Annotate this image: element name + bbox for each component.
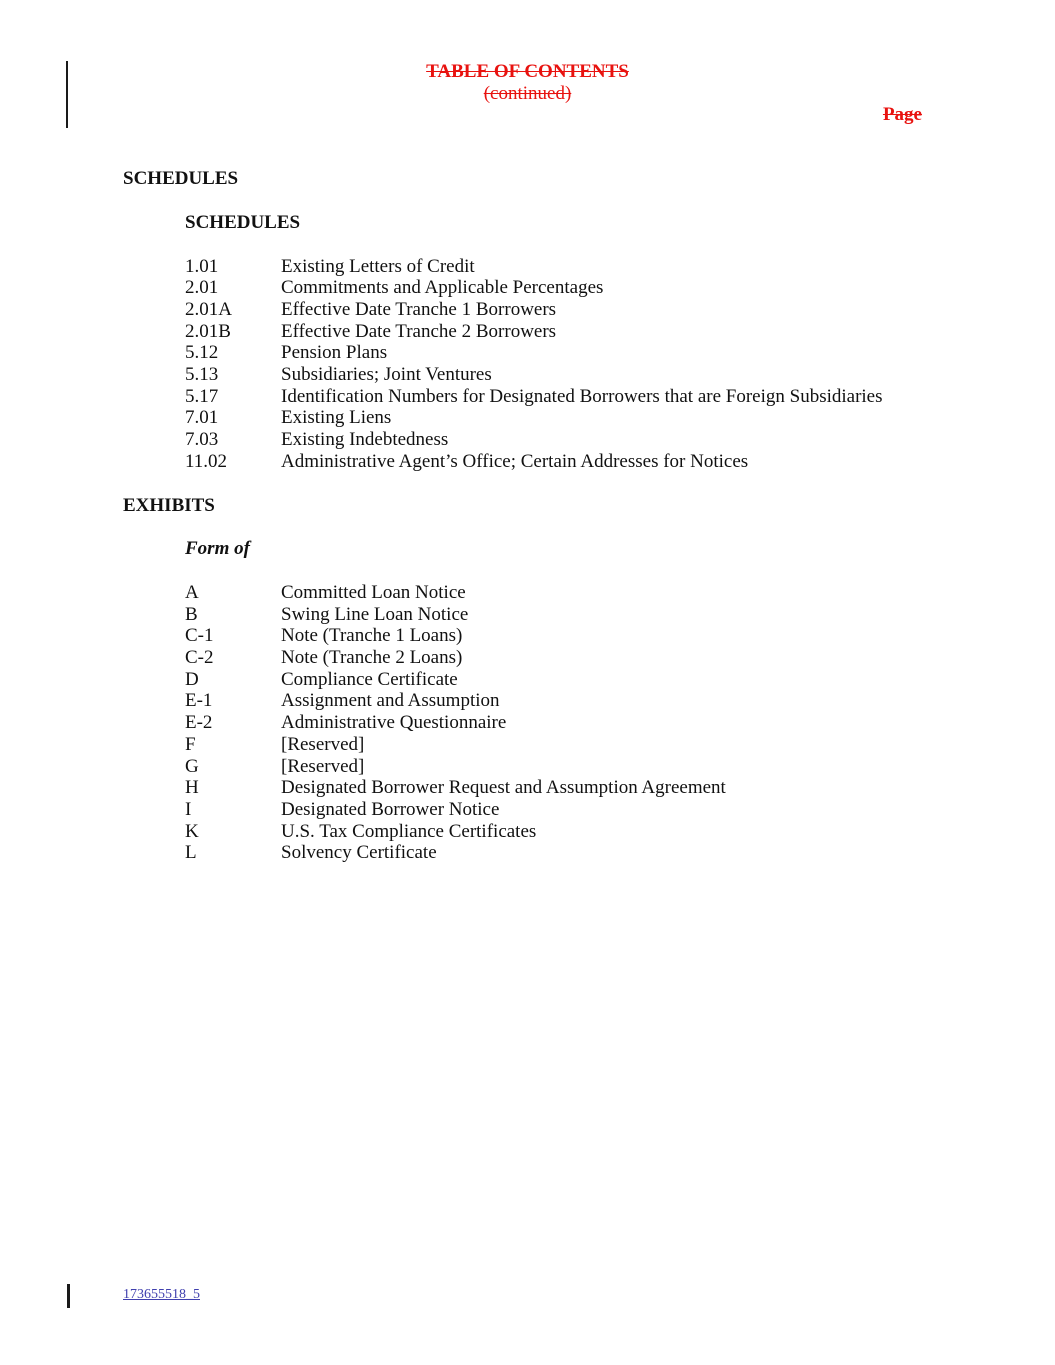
schedule-number: 5.13 bbox=[185, 364, 219, 386]
exhibit-row bbox=[185, 712, 1055, 734]
schedule-number: 5.12 bbox=[185, 342, 219, 364]
exhibit-row bbox=[185, 734, 1055, 756]
exhibit-title: Designated Borrower Notice bbox=[281, 798, 500, 820]
exhibit-letter: I bbox=[185, 798, 192, 820]
exhibit-letter: E-2 bbox=[185, 712, 213, 734]
schedule-title: Pension Plans bbox=[281, 342, 388, 364]
schedule-row bbox=[185, 429, 1055, 451]
page-column-label-line bbox=[0, 104, 1055, 126]
exhibit-row bbox=[185, 821, 1055, 843]
schedule-title: Effective Date Tranche 1 Borrowers bbox=[281, 298, 557, 320]
exhibit-letter: G bbox=[185, 755, 199, 777]
exhibit-letter: B bbox=[185, 603, 198, 625]
exhibit-row bbox=[185, 690, 1055, 712]
toc-subtitle: (continued) bbox=[483, 82, 572, 104]
schedule-title: Existing Letters of Credit bbox=[281, 255, 475, 277]
schedule-title: Effective Date Tranche 2 Borrowers bbox=[281, 320, 557, 342]
exhibit-title: Swing Line Loan Notice bbox=[281, 603, 469, 625]
exhibit-title: Solvency Certificate bbox=[281, 842, 437, 864]
page-column-label: Page bbox=[882, 104, 922, 126]
exhibit-title: Compliance Certificate bbox=[281, 668, 458, 690]
exhibit-title: Note (Tranche 2 Loans) bbox=[281, 647, 463, 669]
schedule-title: Existing Indebtedness bbox=[281, 429, 449, 451]
exhibit-letter: C-1 bbox=[185, 625, 214, 647]
page-header bbox=[0, 0, 1055, 126]
exhibit-title: Committed Loan Notice bbox=[281, 581, 466, 603]
exhibit-row bbox=[185, 799, 1055, 821]
schedule-row bbox=[185, 386, 1055, 408]
schedule-title: Identification Numbers for Designated Borrowers that are Foreign Subsidiaries bbox=[281, 385, 883, 407]
exhibit-title: [Reserved] bbox=[281, 755, 365, 777]
exhibit-letter: H bbox=[185, 777, 199, 799]
schedule-row bbox=[185, 321, 1055, 343]
schedule-number: 2.01A bbox=[185, 298, 232, 320]
exhibit-row bbox=[185, 582, 1055, 604]
exhibit-title: Assignment and Assumption bbox=[281, 690, 500, 712]
schedule-title: Administrative Agent’s Office; Certain Addresses for Notices bbox=[281, 450, 749, 472]
exhibit-row bbox=[185, 842, 1055, 864]
schedule-number: 5.17 bbox=[185, 385, 219, 407]
schedule-number: 2.01B bbox=[185, 320, 231, 342]
schedule-row bbox=[185, 407, 1055, 429]
toc-title: TABLE OF CONTENTS bbox=[426, 61, 629, 82]
exhibit-title: Designated Borrower Request and Assumption Agreement bbox=[281, 777, 726, 799]
schedule-row bbox=[185, 451, 1055, 473]
schedule-title: Subsidiaries; Joint Ventures bbox=[281, 364, 492, 386]
exhibit-title: Note (Tranche 1 Loans) bbox=[281, 625, 463, 647]
exhibit-title: Administrative Questionnaire bbox=[281, 712, 507, 734]
schedule-row bbox=[185, 277, 1055, 299]
schedule-row bbox=[185, 342, 1055, 364]
schedules-list bbox=[185, 256, 1055, 473]
schedule-row bbox=[185, 256, 1055, 278]
exhibit-row bbox=[185, 756, 1055, 778]
schedule-title: Commitments and Applicable Percentages bbox=[281, 277, 604, 299]
exhibit-letter: F bbox=[185, 733, 196, 755]
exhibit-row bbox=[185, 625, 1055, 647]
exhibit-letter: D bbox=[185, 668, 199, 690]
exhibits-list bbox=[185, 582, 1055, 864]
schedule-number: 2.01 bbox=[185, 277, 219, 299]
form-of-label: Form of bbox=[185, 538, 250, 560]
schedules-subheading: SCHEDULES bbox=[185, 211, 301, 233]
schedule-number: 7.01 bbox=[185, 407, 219, 429]
exhibit-letter: K bbox=[185, 820, 199, 842]
toc-content bbox=[123, 168, 1055, 864]
schedule-number: 11.02 bbox=[185, 450, 228, 472]
exhibit-letter: C-2 bbox=[185, 647, 214, 669]
exhibit-row bbox=[185, 604, 1055, 626]
exhibit-title: U.S. Tax Compliance Certificates bbox=[281, 820, 537, 842]
exhibit-row bbox=[185, 777, 1055, 799]
exhibit-letter: A bbox=[185, 581, 199, 603]
schedule-number: 1.01 bbox=[185, 255, 219, 277]
schedule-row bbox=[185, 299, 1055, 321]
exhibit-row bbox=[185, 669, 1055, 691]
schedule-number: 7.03 bbox=[185, 429, 219, 451]
exhibits-heading: EXHIBITS bbox=[123, 494, 215, 516]
doc-number: 173655518_5 bbox=[123, 1287, 200, 1302]
exhibit-letter: L bbox=[185, 842, 197, 864]
schedules-heading: SCHEDULES bbox=[123, 168, 239, 190]
exhibit-title: [Reserved] bbox=[281, 733, 365, 755]
exhibit-row bbox=[185, 647, 1055, 669]
schedule-title: Existing Liens bbox=[281, 407, 392, 429]
change-bar-top bbox=[66, 61, 68, 128]
exhibit-letter: E-1 bbox=[185, 690, 213, 712]
change-bar-bottom bbox=[67, 1284, 70, 1308]
schedule-row bbox=[185, 364, 1055, 386]
